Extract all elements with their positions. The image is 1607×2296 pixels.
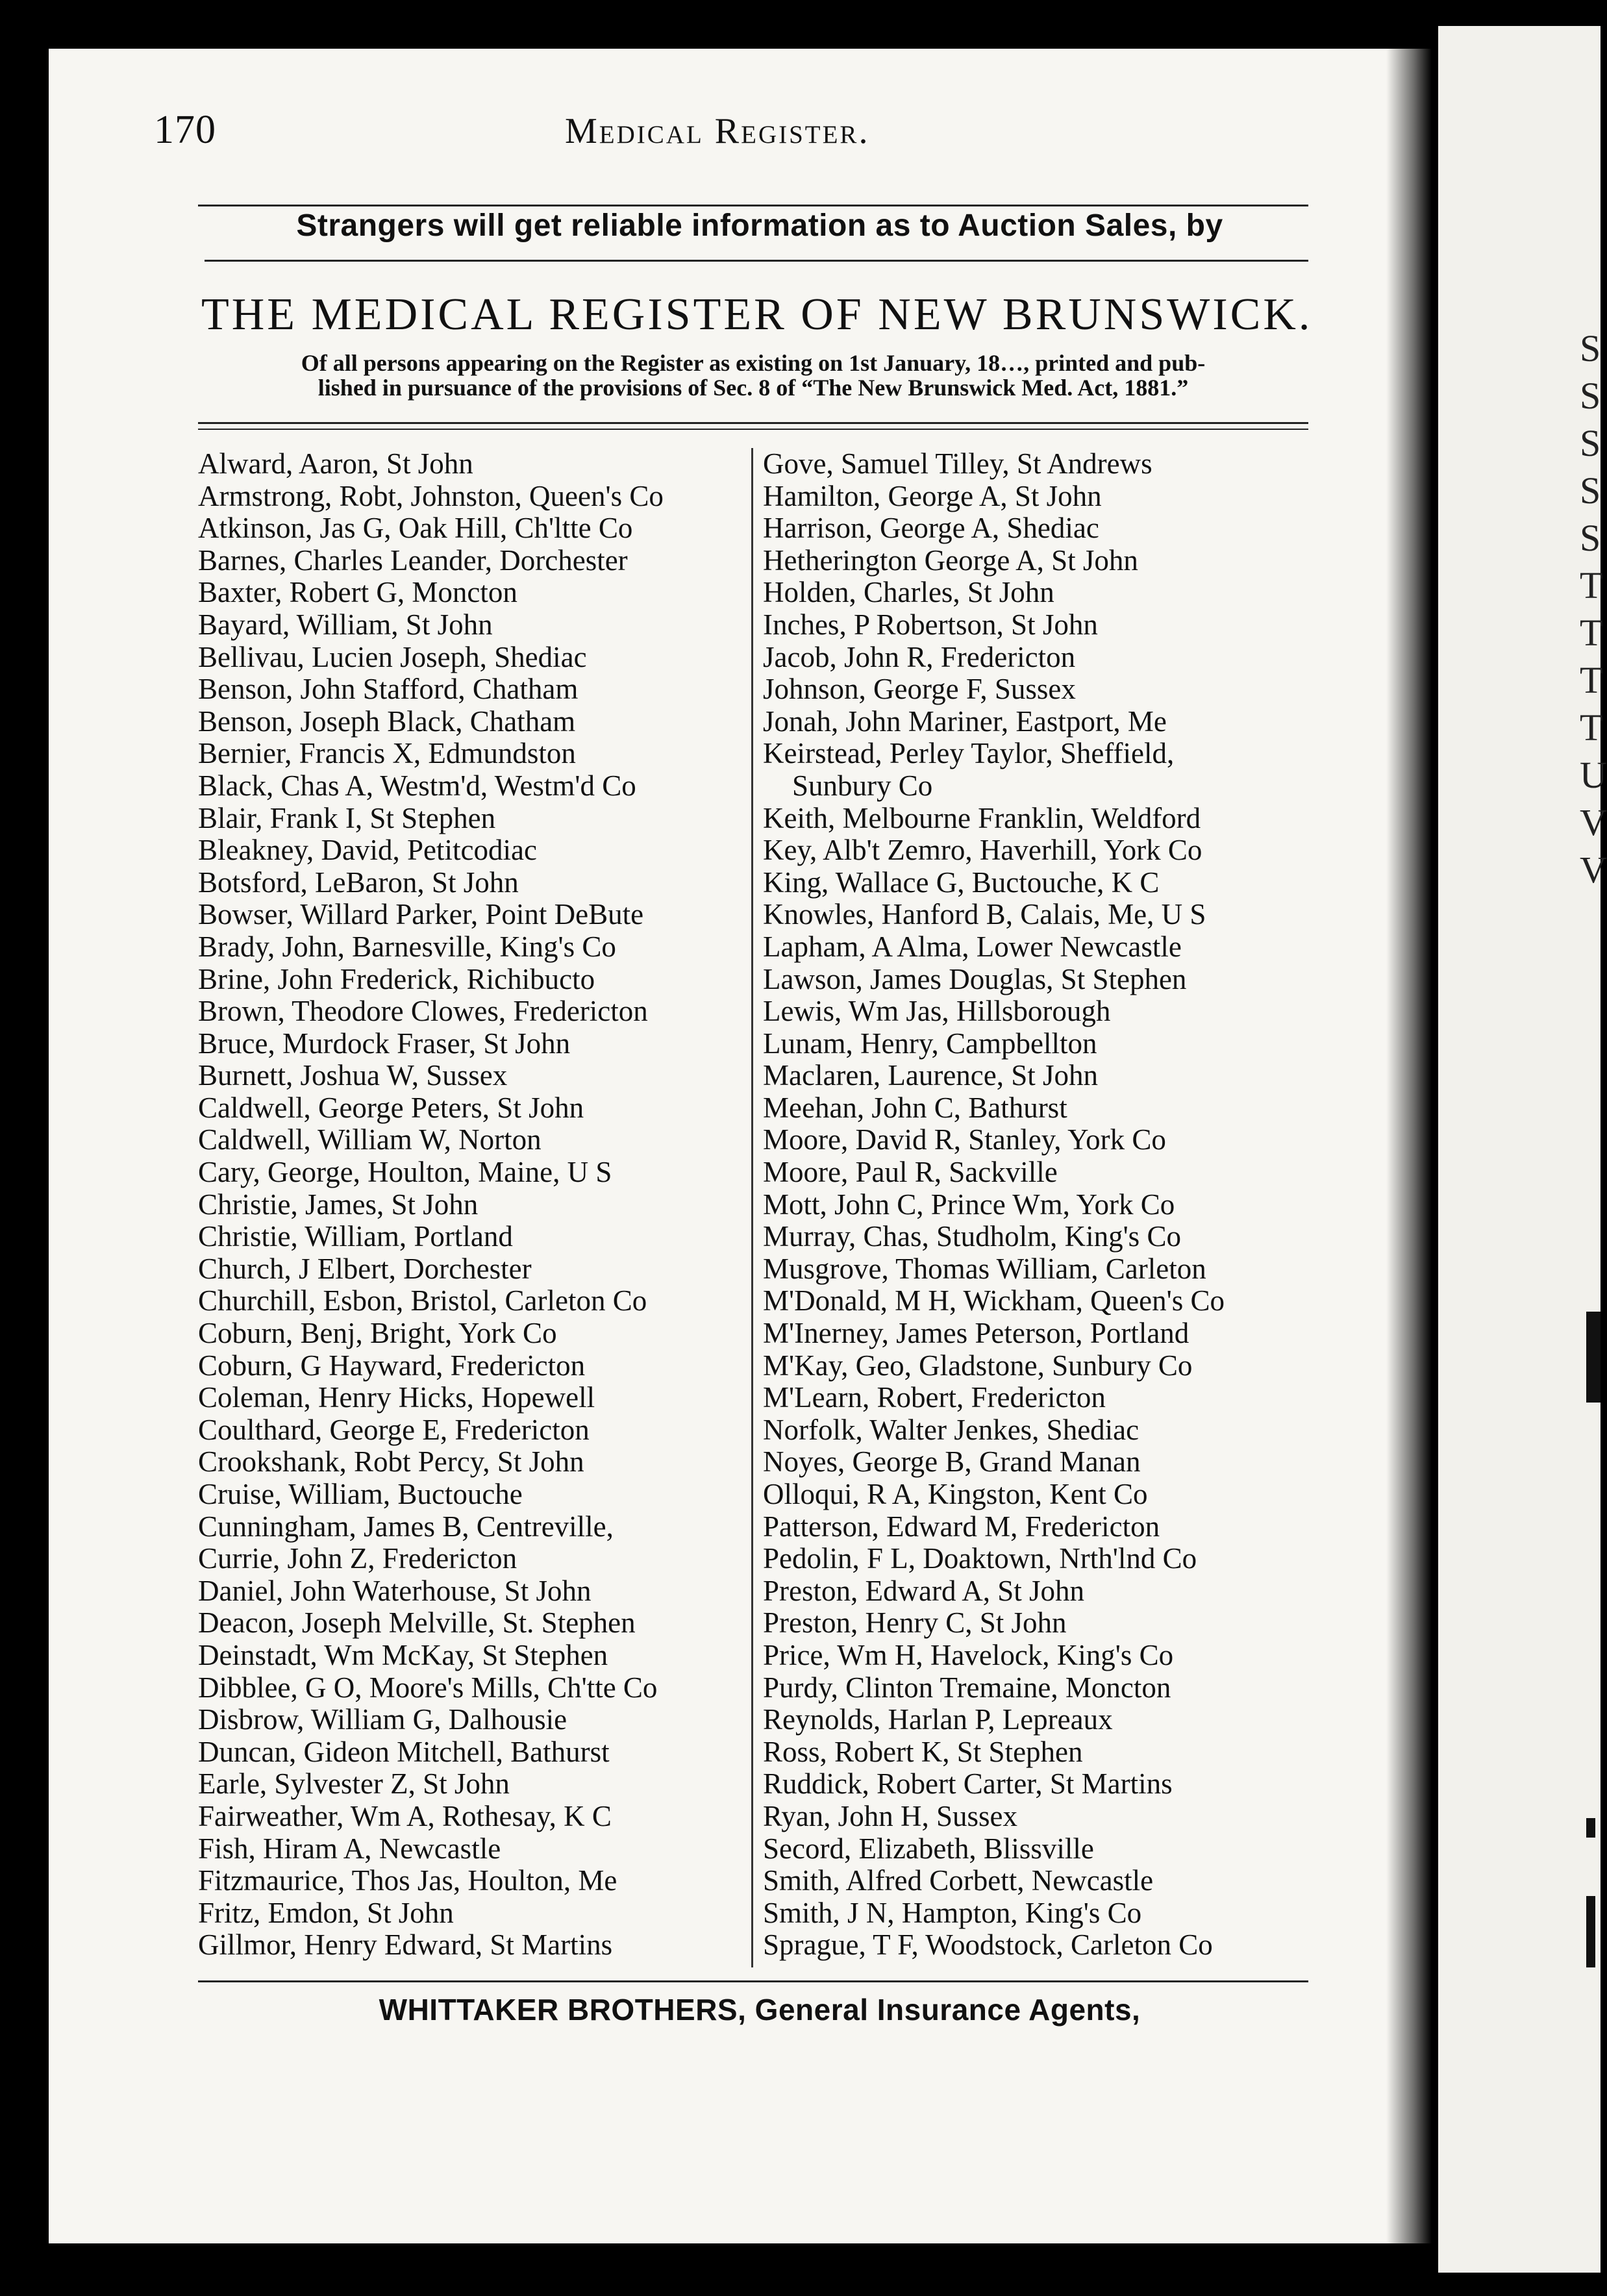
left-column <box>198 448 664 1962</box>
register-entry: Sprague, T F, Woodstock, Carleton Co <box>763 1928 1213 1962</box>
register-entry: Key, Alb't Zemro, Haverhill, York Co <box>763 834 1202 867</box>
register-entry: Currie, John Z, Fredericton <box>198 1542 517 1575</box>
register-entry: Barnes, Charles Leander, Dorchester <box>198 543 628 577</box>
register-entry: Inches, P Robertson, St John <box>763 608 1098 641</box>
subtitle-line: Of all persons appearing on the Register as existing on 1st January, 18…, printed and pub- <box>301 350 1206 376</box>
register-entry: Holden, Charles, St John <box>763 576 1054 609</box>
register-entry: Alward, Aaron, St John <box>198 447 473 480</box>
register-entry: Baxter, Robert G, Moncton <box>198 576 517 609</box>
register-entry: Fish, Hiram A, Newcastle <box>198 1832 501 1865</box>
adjacent-page-edge <box>1438 26 1607 2273</box>
register-entry: M'Donald, M H, Wickham, Queen's Co <box>763 1284 1225 1317</box>
register-entry: Bayard, William, St John <box>198 608 493 641</box>
register-entry: Jacob, John R, Fredericton <box>763 640 1076 673</box>
register-entry: Bowser, Willard Parker, Point DeBute <box>198 898 644 931</box>
register-entry: Fitzmaurice, Thos Jas, Houlton, Me <box>198 1864 617 1897</box>
subtitle-line: lished in pursuance of the provisions of Sec. 8 of “The New Brunswick Med. Act, 1881.” <box>318 375 1189 401</box>
register-entry: Atkinson, Jas G, Oak Hill, Ch'ltte Co <box>198 512 633 545</box>
register-entry: Purdy, Clinton Tremaine, Moncton <box>763 1671 1171 1704</box>
register-entry: Price, Wm H, Havelock, King's Co <box>763 1638 1174 1671</box>
register-entry: Hamilton, George A, St John <box>763 479 1102 512</box>
register-entry: Armstrong, Robt, Johnston, Queen's Co <box>198 479 664 512</box>
register-entry: Gove, Samuel Tilley, St Andrews <box>763 447 1152 480</box>
register-entry: Musgrove, Thomas William, Carleton <box>763 1252 1206 1285</box>
register-entry: Lewis, Wm Jas, Hillsborough <box>763 995 1111 1028</box>
register-entry: Christie, James, St John <box>198 1188 479 1221</box>
register-entry: King, Wallace G, Buctouche, K C <box>763 866 1160 899</box>
register-entry: Olloqui, R A, Kingston, Kent Co <box>763 1478 1148 1510</box>
register-title: THE MEDICAL REGISTER OF NEW BRUNSWICK. <box>201 290 1313 340</box>
register-entry: Ruddick, Robert Carter, St Martins <box>763 1767 1173 1801</box>
binding-shadow <box>1386 49 1432 2243</box>
register-entry: Preston, Edward A, St John <box>763 1574 1084 1607</box>
banner-bottom: WHITTAKER BROTHERS, General Insurance Agents, <box>379 1993 1141 2027</box>
adjacent-page-ink-mark <box>1586 1312 1601 1403</box>
register-entry: Smith, Alfred Corbett, Newcastle <box>763 1864 1154 1897</box>
register-entry: Dibblee, G O, Moore's Mills, Ch'tte Co <box>198 1671 658 1704</box>
register-entry: Smith, J N, Hampton, King's Co <box>763 1896 1142 1929</box>
page-number: 170 <box>154 108 216 152</box>
register-entry: Mott, John C, Prince Wm, York Co <box>763 1188 1175 1221</box>
banner-rule <box>205 260 1308 262</box>
register-entry: Black, Chas A, Westm'd, Westm'd Co <box>198 769 636 802</box>
register-entry: Johnson, George F, Sussex <box>763 673 1076 706</box>
register-entry-continuation: Sunbury Co <box>792 769 933 802</box>
register-entry: Knowles, Hanford B, Calais, Me, U S <box>763 898 1206 931</box>
adjacent-page-ink-mark <box>1586 1896 1595 1967</box>
register-entry: Gillmor, Henry Edward, St Martins <box>198 1928 613 1962</box>
register-entry: Benson, John Stafford, Chatham <box>198 673 579 706</box>
register-entry: Lawson, James Douglas, St Stephen <box>763 962 1187 995</box>
register-entry: Burnett, Joshua W, Sussex <box>198 1059 508 1092</box>
register-entry: Coleman, Henry Hicks, Hopewell <box>198 1381 595 1414</box>
register-entry: Preston, Henry C, St John <box>763 1606 1067 1640</box>
register-entry: Fritz, Emdon, St John <box>198 1896 454 1929</box>
title-rule-double <box>198 429 1308 430</box>
register-entry: Blair, Frank I, St Stephen <box>198 801 496 834</box>
register-entry: M'Inerney, James Peterson, Portland <box>763 1317 1190 1350</box>
register-entry: Botsford, LeBaron, St John <box>198 866 519 899</box>
register-entry: Moore, David R, Stanley, York Co <box>763 1123 1166 1156</box>
register-entry: Bellivau, Lucien Joseph, Shediac <box>198 640 587 673</box>
register-entry: Reynolds, Harlan P, Lepreaux <box>763 1703 1113 1736</box>
register-entry: Christie, William, Portland <box>198 1220 513 1253</box>
register-entry: Pedolin, F L, Doaktown, Nrth'lnd Co <box>763 1542 1197 1575</box>
register-entry: Daniel, John Waterhouse, St John <box>198 1574 592 1607</box>
register-entry: Patterson, Edward M, Fredericton <box>763 1510 1160 1543</box>
running-head: Medical Register. <box>565 111 870 151</box>
register-entry: Ross, Robert K, St Stephen <box>763 1735 1083 1768</box>
register-entry: Noyes, George B, Grand Manan <box>763 1445 1141 1479</box>
adjacent-page-ink-mark <box>1586 1818 1595 1838</box>
top-rule <box>198 205 1308 206</box>
register-entry: Lunam, Henry, Campbellton <box>763 1027 1097 1060</box>
register-entry: Bernier, Francis X, Edmundston <box>198 737 576 770</box>
register-entry: Coburn, G Hayward, Fredericton <box>198 1349 586 1382</box>
register-entry: Duncan, Gideon Mitchell, Bathurst <box>198 1735 610 1768</box>
register-entry: Moore, Paul R, Sackville <box>763 1156 1058 1189</box>
register-entry: Bruce, Murdock Fraser, St John <box>198 1027 571 1060</box>
register-entry: Keith, Melbourne Franklin, Weldford <box>763 801 1201 834</box>
register-entry: Caldwell, William W, Norton <box>198 1123 542 1156</box>
register-entry: Deinstadt, Wm McKay, St Stephen <box>198 1638 608 1671</box>
register-entry: M'Learn, Robert, Fredericton <box>763 1381 1106 1414</box>
register-entry: Benson, Joseph Black, Chatham <box>198 705 576 738</box>
register-entry: Deacon, Joseph Melville, St. Stephen <box>198 1606 636 1640</box>
register-entry: Bleakney, David, Petitcodiac <box>198 834 537 867</box>
register-subtitle <box>195 351 1312 400</box>
title-rule <box>198 422 1308 424</box>
register-entry: Keirstead, Perley Taylor, Sheffield, <box>763 737 1175 770</box>
register-entry: Secord, Elizabeth, Blissville <box>763 1832 1094 1865</box>
adjacent-page-letters: S S S S S T T T T U V V <box>1580 327 1607 891</box>
register-entry: Cruise, William, Buctouche <box>198 1478 523 1510</box>
register-entry: Brine, John Frederick, Richibucto <box>198 962 595 995</box>
register-entry: Churchill, Esbon, Bristol, Carleton Co <box>198 1284 647 1317</box>
register-entry: Brady, John, Barnesville, King's Co <box>198 930 616 963</box>
register-entry: Harrison, George A, Shediac <box>763 512 1099 545</box>
register-entry: Jonah, John Mariner, Eastport, Me <box>763 705 1167 738</box>
register-entry: Coulthard, George E, Fredericton <box>198 1413 590 1446</box>
bottom-rule <box>198 1980 1308 1982</box>
register-entry: Cary, George, Houlton, Maine, U S <box>198 1156 612 1189</box>
register-entry: Murray, Chas, Studholm, King's Co <box>763 1220 1181 1253</box>
register-entry: Caldwell, George Peters, St John <box>198 1091 584 1124</box>
right-column <box>763 448 1225 1962</box>
register-entry: Coburn, Benj, Bright, York Co <box>198 1317 557 1350</box>
register-entry: Cunningham, James B, Centreville, <box>198 1510 614 1543</box>
register-entry: M'Kay, Geo, Gladstone, Sunbury Co <box>763 1349 1193 1382</box>
register-entry: Brown, Theodore Clowes, Fredericton <box>198 995 648 1028</box>
register-entry: Norfolk, Walter Jenkes, Shediac <box>763 1413 1140 1446</box>
register-entry: Meehan, John C, Bathurst <box>763 1091 1067 1124</box>
register-entry: Maclaren, Laurence, St John <box>763 1059 1099 1092</box>
register-entry: Disbrow, William G, Dalhousie <box>198 1703 567 1736</box>
column-divider <box>751 448 753 1967</box>
register-entry: Earle, Sylvester Z, St John <box>198 1767 510 1801</box>
register-entry: Hetherington George A, St John <box>763 543 1138 577</box>
register-entry: Ryan, John H, Sussex <box>763 1799 1017 1832</box>
register-entry: Lapham, A Alma, Lower Newcastle <box>763 930 1182 963</box>
register-entry: Crookshank, Robt Percy, St John <box>198 1445 584 1479</box>
register-entry: Fairweather, Wm A, Rothesay, K C <box>198 1799 612 1832</box>
register-entry: Church, J Elbert, Dorchester <box>198 1252 532 1285</box>
banner-top: Strangers will get reliable information as to Auction Sales, by <box>296 208 1223 243</box>
